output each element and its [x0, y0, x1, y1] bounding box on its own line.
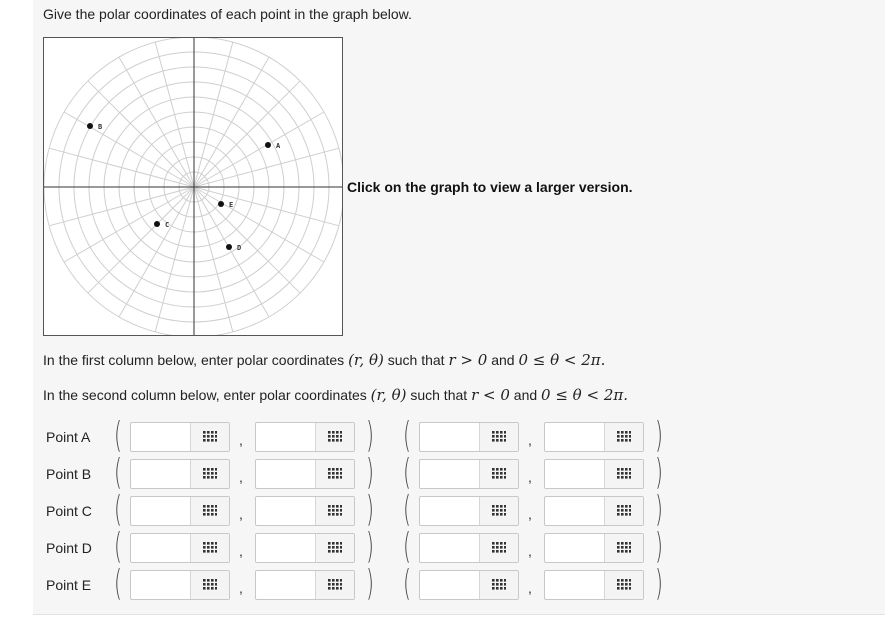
positive-theta-input[interactable] — [258, 536, 322, 562]
positive-r-input-box — [130, 496, 230, 526]
negative-r-input[interactable] — [422, 499, 486, 525]
keypad-button[interactable] — [604, 571, 643, 599]
grid-ray — [119, 57, 194, 187]
comma: , — [528, 543, 532, 559]
instruction-and: and — [491, 352, 515, 368]
keypad-button[interactable] — [190, 497, 229, 525]
comma: , — [528, 432, 532, 448]
instruction-mid: such that — [410, 387, 468, 403]
close-paren: ) — [366, 415, 374, 456]
grid-ray — [194, 112, 324, 187]
comma: , — [239, 580, 243, 596]
open-paren: ( — [114, 415, 122, 456]
negative-theta-input-box — [544, 422, 644, 452]
polar-graph[interactable] — [43, 37, 343, 336]
close-paren: ) — [655, 563, 663, 604]
negative-r-input[interactable] — [422, 425, 486, 451]
row-label: Point A — [46, 429, 91, 445]
open-paren: ( — [403, 415, 411, 456]
instruction-first-column — [43, 351, 605, 369]
point-label-c: C — [165, 221, 170, 229]
negative-r-input-box — [419, 422, 519, 452]
answer-row-point-e — [43, 563, 873, 605]
negative-r-input-box — [419, 570, 519, 600]
keypad-button[interactable] — [479, 460, 518, 488]
grid-ray — [194, 148, 339, 187]
close-paren: ) — [366, 526, 374, 567]
positive-r-input-box — [130, 422, 230, 452]
row-label: Point D — [46, 540, 92, 556]
positive-theta-input[interactable] — [258, 425, 322, 451]
grid-ray — [49, 148, 194, 187]
point-marker-a — [265, 142, 271, 148]
positive-theta-input-box — [255, 459, 355, 489]
comma: , — [528, 580, 532, 596]
close-paren: ) — [655, 526, 663, 567]
positive-r-input[interactable] — [133, 499, 197, 525]
open-paren: ( — [114, 489, 122, 530]
open-paren: ( — [403, 452, 411, 493]
question-prompt: Give the polar coordinates of each point in the graph below. — [43, 6, 412, 22]
negative-theta-input[interactable] — [547, 425, 611, 451]
instruction-second-column — [43, 386, 628, 404]
point-label-b: B — [98, 123, 103, 131]
close-paren: ) — [655, 452, 663, 493]
instruction-lead: In the second column below, enter polar coordinates — [43, 387, 367, 403]
grid-ray — [194, 187, 339, 226]
instruction-coords: (r, θ) — [370, 386, 407, 404]
instruction-mid: such that — [387, 352, 445, 368]
grid-ray — [155, 187, 194, 332]
positive-r-input[interactable] — [133, 536, 197, 562]
grid-ray — [64, 112, 194, 187]
negative-theta-input-box — [544, 570, 644, 600]
answer-row-point-d — [43, 526, 873, 568]
keypad-button[interactable] — [315, 423, 354, 451]
answer-rows — [43, 415, 873, 605]
row-label: Point C — [46, 503, 92, 519]
positive-r-input[interactable] — [133, 425, 197, 451]
open-paren: ( — [403, 563, 411, 604]
close-paren: ) — [655, 415, 663, 456]
point-marker-c — [154, 221, 160, 227]
comma: , — [528, 469, 532, 485]
positive-theta-input-box — [255, 533, 355, 563]
point-label-a: A — [276, 142, 281, 150]
open-paren: ( — [114, 526, 122, 567]
positive-theta-input[interactable] — [258, 499, 322, 525]
instruction-cond2: 0 ≤ θ < 2π. — [541, 386, 628, 404]
positive-r-input-box — [130, 570, 230, 600]
keypad-button[interactable] — [604, 423, 643, 451]
keypad-button[interactable] — [479, 497, 518, 525]
point-label-e: E — [229, 201, 234, 209]
point-marker-b — [87, 123, 93, 129]
open-paren: ( — [403, 489, 411, 530]
open-paren: ( — [114, 563, 122, 604]
negative-r-input-box — [419, 459, 519, 489]
keypad-button[interactable] — [604, 460, 643, 488]
negative-theta-input[interactable] — [547, 536, 611, 562]
close-paren: ) — [366, 452, 374, 493]
positive-theta-input-box — [255, 422, 355, 452]
negative-theta-input[interactable] — [547, 499, 611, 525]
graph-hint: Click on the graph to view a larger version. — [347, 179, 633, 195]
grid-ray — [194, 187, 324, 262]
row-label: Point E — [46, 577, 92, 593]
comma: , — [239, 543, 243, 559]
grid-ray — [194, 57, 269, 187]
point-marker-e — [218, 201, 224, 207]
keypad-button[interactable] — [315, 571, 354, 599]
negative-r-input[interactable] — [422, 573, 486, 599]
close-paren: ) — [655, 489, 663, 530]
close-paren: ) — [366, 489, 374, 530]
grid-ray — [49, 187, 194, 226]
open-paren: ( — [403, 526, 411, 567]
keypad-button[interactable] — [315, 534, 354, 562]
negative-r-input[interactable] — [422, 536, 486, 562]
instruction-cond1: r < 0 — [471, 386, 510, 404]
keypad-button[interactable] — [479, 571, 518, 599]
grid-ray — [155, 42, 194, 187]
point-label-d: D — [237, 244, 242, 252]
close-paren: ) — [366, 563, 374, 604]
grid-ray — [194, 42, 233, 187]
keypad-button[interactable] — [315, 497, 354, 525]
instruction-and: and — [513, 387, 538, 403]
positive-r-input[interactable] — [133, 573, 197, 599]
positive-r-input[interactable] — [133, 462, 197, 488]
open-paren: ( — [114, 452, 122, 493]
answer-row-point-c — [43, 489, 873, 531]
keypad-button[interactable] — [315, 460, 354, 488]
negative-theta-input-box — [544, 459, 644, 489]
instruction-lead: In the first column below, enter polar coordinates — [43, 352, 345, 368]
negative-theta-input-box — [544, 496, 644, 526]
instruction-coords: (r, θ) — [348, 351, 384, 369]
positive-theta-input-box — [255, 570, 355, 600]
positive-theta-input[interactable] — [258, 573, 322, 599]
point-marker-d — [226, 244, 232, 250]
comma: , — [239, 432, 243, 448]
keypad-button[interactable] — [190, 460, 229, 488]
polar-grid-svg[interactable] — [44, 38, 342, 335]
negative-r-input[interactable] — [422, 462, 486, 488]
keypad-button[interactable] — [479, 534, 518, 562]
positive-r-input-box — [130, 459, 230, 489]
positive-theta-input-box — [255, 496, 355, 526]
keypad-button[interactable] — [604, 534, 643, 562]
negative-theta-input[interactable] — [547, 573, 611, 599]
keypad-button[interactable] — [479, 423, 518, 451]
positive-theta-input[interactable] — [258, 462, 322, 488]
answer-row-point-a — [43, 415, 873, 457]
row-label: Point B — [46, 466, 92, 482]
keypad-button[interactable] — [190, 571, 229, 599]
instruction-cond2: 0 ≤ θ < 2π. — [518, 351, 606, 369]
keypad-button[interactable] — [190, 534, 229, 562]
grid-ray — [64, 187, 194, 262]
grid-ray — [119, 187, 194, 317]
comma: , — [239, 469, 243, 485]
positive-r-input-box — [130, 533, 230, 563]
comma: , — [528, 506, 532, 522]
negative-r-input-box — [419, 533, 519, 563]
negative-theta-input-box — [544, 533, 644, 563]
negative-r-input-box — [419, 496, 519, 526]
grid-ray — [194, 187, 233, 332]
negative-theta-input[interactable] — [547, 462, 611, 488]
keypad-button[interactable] — [604, 497, 643, 525]
keypad-button[interactable] — [190, 423, 229, 451]
answer-row-point-b — [43, 452, 873, 494]
comma: , — [239, 506, 243, 522]
instruction-cond1: r > 0 — [448, 351, 488, 369]
